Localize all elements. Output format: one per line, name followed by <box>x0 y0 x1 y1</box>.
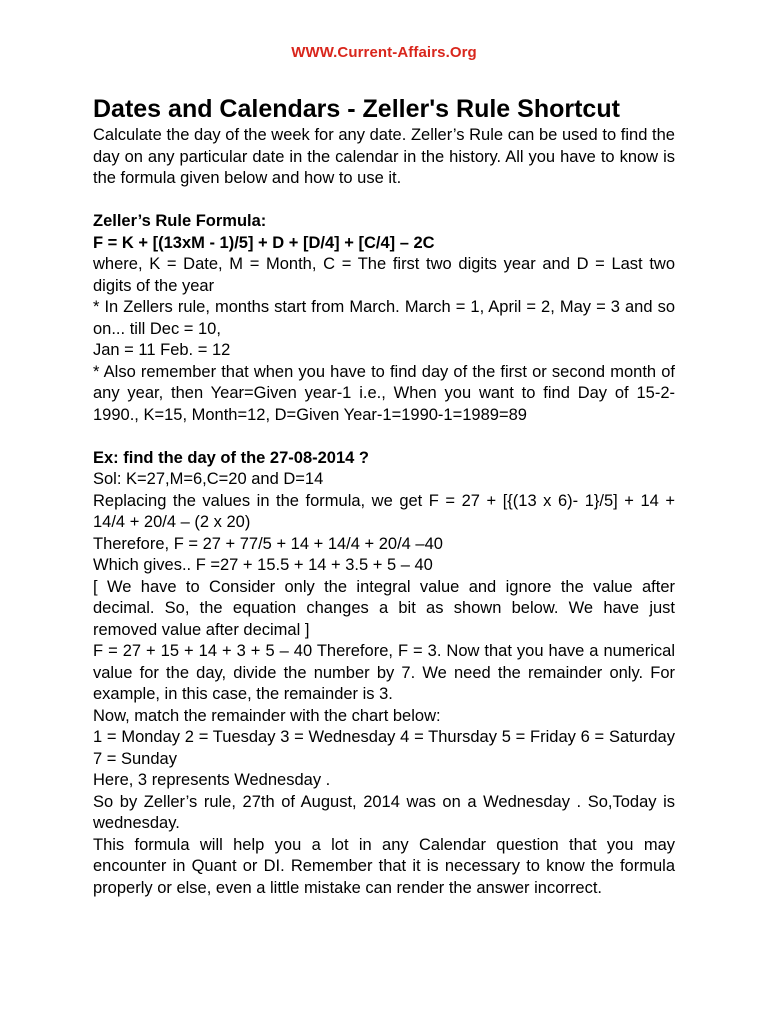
formula-heading: Zeller’s Rule Formula: <box>93 212 267 230</box>
example-result: F = 27 + 15 + 14 + 3 + 5 – 40 Therefore, F = 3. Now that you have a numerical value for the day, divide the number by 7. We need the remainder only. For example, in this case, the remainder is 3. <box>93 642 675 703</box>
example-therefore: Therefore, F = 27 + 77/5 + 14 + 14/4 + 20/4 –40 <box>93 534 443 553</box>
article-body <box>93 125 675 899</box>
remember-note: * Also remember that when you have to find day of the first or second month of any year, then Year=Given year-1 i.e., When you want to find Day of 15-2-1990., K=15, Month=12, D=Given Year-1=1990-1=1989=89 <box>93 362 675 424</box>
formula-where: where, K = Date, M = Month, C = The first two digits year and D = Last two digits of the year <box>93 255 675 295</box>
example-replacing: Replacing the values in the formula, we get F = 27 + [{(13 x 6)- 1}/5] + 14 + 14/4 + 20/4 – (2 x 20) <box>93 491 675 531</box>
paragraph-gap <box>93 190 675 212</box>
jan-feb-rule: Jan = 11 Feb. = 12 <box>93 341 231 359</box>
page-title: Dates and Calendars - Zeller's Rule Shortcut <box>93 95 620 123</box>
example-here: Here, 3 represents Wednesday . <box>93 771 331 789</box>
example-solution: Sol: K=27,M=6,C=20 and D=14 <box>93 470 324 488</box>
site-header[interactable]: WWW.Current-Affairs.Org <box>291 44 477 61</box>
paragraph-gap <box>93 426 675 448</box>
example-match: Now, match the remainder with the chart below: <box>93 706 441 725</box>
example-consider-note: [ We have to Consider only the integral value and ignore the value after decimal. So, the equation changes a bit as shown below. We have just removed value after decimal ] <box>93 577 675 639</box>
day-chart: 1 = Monday 2 = Tuesday 3 = Wednesday 4 = Thursday 5 = Friday 6 = Saturday 7 = Sunday <box>93 728 675 768</box>
example-which-gives: Which gives.. F =27 + 15.5 + 14 + 3.5 + 5 – 40 <box>93 556 433 574</box>
example-conclusion: So by Zeller’s rule, 27th of August, 2014 was on a Wednesday . So,Today is wednesday. <box>93 792 675 832</box>
intro-paragraph: Calculate the day of the week for any date. Zeller’s Rule can be used to find the day on any particular date in the calendar in the history. All you have to know is the formula given below and how to use it. <box>93 126 675 187</box>
closing-paragraph: This formula will help you a lot in any Calendar question that you may encounter in Quant or DI. Remember that it is necessary to know the formula properly or else, even a little mistake can render the answer incorrect. <box>93 835 675 897</box>
formula-line: F = K + [(13xM - 1)/5] + D + [D/4] + [C/4] – 2C <box>93 233 435 252</box>
example-heading: Ex: find the day of the 27-08-2014 ? <box>93 448 369 467</box>
months-rule: * In Zellers rule, months start from March. March = 1, April = 2, May = 3 and so on... till Dec = 10, <box>93 298 675 338</box>
